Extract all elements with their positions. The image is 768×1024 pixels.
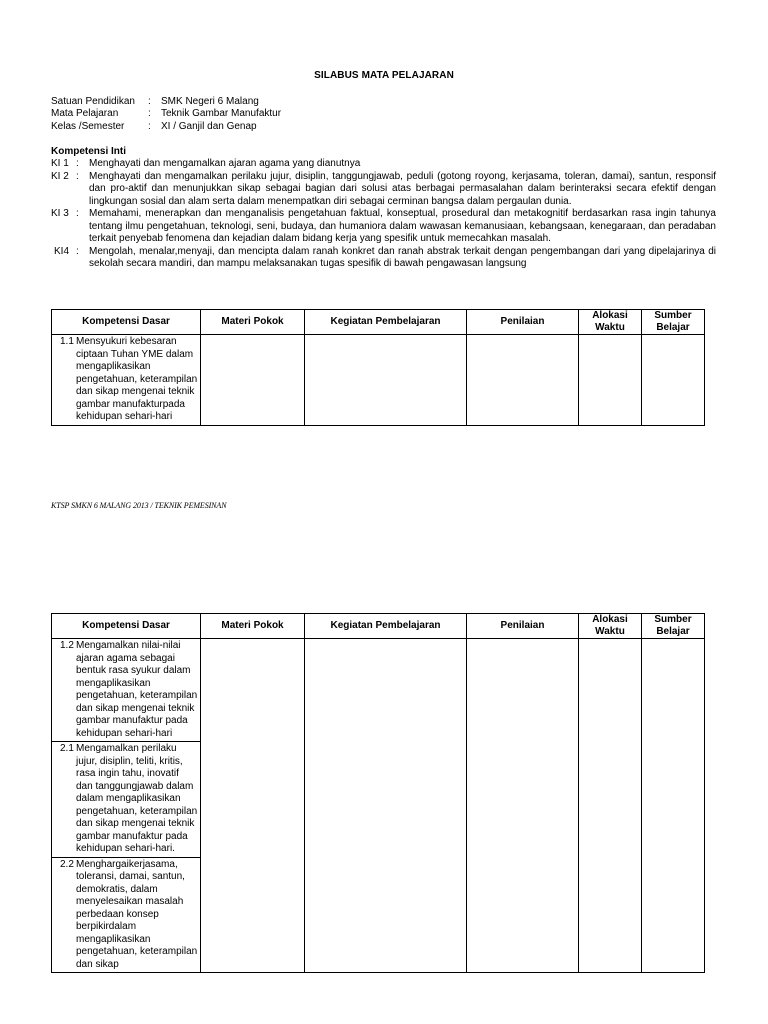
ki-number: KI4	[54, 245, 70, 257]
header-sumber-belajar: Sumber Belajar	[642, 310, 705, 335]
kd-number: 1.2	[60, 640, 74, 651]
meta-colon: :	[148, 108, 151, 120]
penilaian-cell	[467, 639, 579, 973]
ki-item	[51, 171, 716, 209]
kd-cell	[52, 857, 201, 973]
ki-colon: :	[76, 158, 79, 169]
header-alokasi-waktu: Alokasi Waktu	[579, 310, 642, 335]
header-kegiatan-pembelajaran: Kegiatan Pembelajaran	[305, 614, 467, 639]
ki-heading: Kompetensi Inti	[51, 146, 127, 157]
meta-value: SMK Negeri 6 Malang	[161, 96, 259, 107]
kegiatan-cell	[305, 639, 467, 973]
meta-label: Satuan Pendidikan	[51, 96, 135, 107]
ki-number: KI 3	[51, 208, 69, 219]
meta-colon: :	[148, 120, 151, 132]
kd-number: 1.1	[60, 336, 74, 347]
ki-text: Menghayati dan mengamalkan ajaran agama yang dianutnya	[89, 158, 361, 169]
meta-label: Kelas /Semester	[51, 120, 125, 132]
ki-text: Menghayati dan mengamalkan perilaku jujur, disiplin, tanggungjawab, peduli (gotong royong, kerjasama, toleran, damai), santun, responsif dan pro-aktif dan menunjukkan sikap sebagai bagian dari solusi atas berbagai permasalahan dalam berinteraksi secara efektif dengan lingkungan sosial dan alam serta dalam menempatkan diri sebagai cerminan bangsa dalam pergaulan dunia.	[89, 170, 716, 207]
ki-text: Mengolah, menalar,menyaji, dan mencipta dalam ranah konkret dan ranah abstrak terkait dengan pengembangan dari yang dipelajarinya di sekolah secara mandiri, dan mampu melaksanakan tugas spesifik di bawah pengawasan langsung	[89, 245, 716, 269]
syllabus-table-2	[51, 613, 705, 973]
header-kegiatan-pembelajaran: Kegiatan Pembelajaran	[305, 310, 467, 335]
identity-block	[51, 96, 281, 133]
ki-item	[51, 246, 716, 271]
page-title: SILABUS MATA PELAJARAN	[314, 70, 454, 81]
alokasi-cell	[579, 335, 642, 426]
kd-cell	[52, 742, 201, 858]
header-kompetensi-dasar: Kompetensi Dasar	[52, 310, 201, 335]
materi-cell	[201, 639, 305, 973]
table-row	[52, 335, 705, 426]
meta-value: Teknik Gambar Manufaktur	[161, 108, 282, 120]
header-alokasi-waktu: Alokasi Waktu	[579, 614, 642, 639]
ki-number: KI 2	[51, 170, 69, 182]
ki-colon: :	[76, 170, 79, 182]
page-footer: KTSP SMKN 6 MALANG 2013 / TEKNIK PEMESINAN	[51, 501, 227, 510]
ki-colon: :	[76, 208, 79, 219]
meta-colon: :	[148, 96, 151, 107]
kd-text: Menghargaikerjasama, toleransi, damai, santun, demokratis, dalam menyelesaikan masalah perbedaan konsep berpikirdalam mengaplikasikan pengetahuan, keterampilan dan sikap	[76, 858, 198, 970]
header-kompetensi-dasar: Kompetensi Dasar	[52, 614, 201, 639]
penilaian-cell	[467, 335, 579, 426]
header-penilaian: Penilaian	[467, 614, 579, 639]
meta-row-satuan	[51, 96, 281, 108]
kd-text: Mengamalkan nilai-nilai ajaran agama sebagai bentuk rasa syukur dalam mengaplikasikan pengetahuan, keterampilan dan sikap mengenai teknik gambar manufaktur pada kehidupan sehari-hari	[76, 640, 198, 739]
kegiatan-cell	[305, 335, 467, 426]
header-sumber-belajar: Sumber Belajar	[642, 614, 705, 639]
meta-label: Mata Pelajaran	[51, 108, 119, 120]
sumber-cell	[642, 639, 705, 973]
header-materi-pokok: Materi Pokok	[201, 614, 305, 639]
header-penilaian: Penilaian	[467, 310, 579, 335]
kd-cell	[52, 335, 201, 426]
ki-item	[51, 208, 716, 246]
header-materi-pokok: Materi Pokok	[201, 310, 305, 335]
table-row	[52, 639, 705, 742]
ki-text: Memahami, menerapkan dan menganalisis pengetahuan faktual, konseptual, prosedural dan metakognitif berdasarkan rasa ingin tahunya tentang ilmu pengetahuan, teknologi, seni, budaya, dan humaniora dalam wawasan kemanusiaan, kebangsaan, kenegaraan, dan peradaban terkait penyebab fenomena dan kejadian dalam bidang kerja yang spesifik untuk memecahkan masalah.	[89, 208, 716, 244]
meta-value: XI / Ganjil dan Genap	[161, 120, 257, 132]
kd-cell	[52, 639, 201, 742]
sumber-cell	[642, 335, 705, 426]
kd-text: Mengamalkan perilaku jujur, disiplin, teliti, kritis, rasa ingin tahu, inovatif dan tanggungjawab dalam dalam mengaplikasikan pengetahuan, keterampilan dan sikap mengenai teknik gambar manufaktur pada kehidupan sehari-hari.	[76, 743, 198, 854]
meta-row-mapel	[51, 108, 281, 120]
table-header-row	[52, 310, 705, 335]
ki-item	[51, 158, 716, 171]
materi-cell	[201, 335, 305, 426]
table-header-row	[52, 614, 705, 639]
kd-number: 2.1	[60, 743, 74, 754]
kd-text: Mensyukuri kebesaran ciptaan Tuhan YME dalam mengaplikasikan pengetahuan, keterampilan dan sikap mengenai teknik gambar manufakturpada kehidupan sehari-hari	[76, 336, 198, 422]
meta-row-kelas	[51, 121, 281, 133]
syllabus-table-1	[51, 309, 705, 426]
ki-list	[51, 158, 716, 271]
ki-colon: :	[76, 245, 79, 257]
ki-number: KI 1	[51, 158, 69, 169]
alokasi-cell	[579, 639, 642, 973]
kd-number: 2.2	[60, 858, 74, 870]
